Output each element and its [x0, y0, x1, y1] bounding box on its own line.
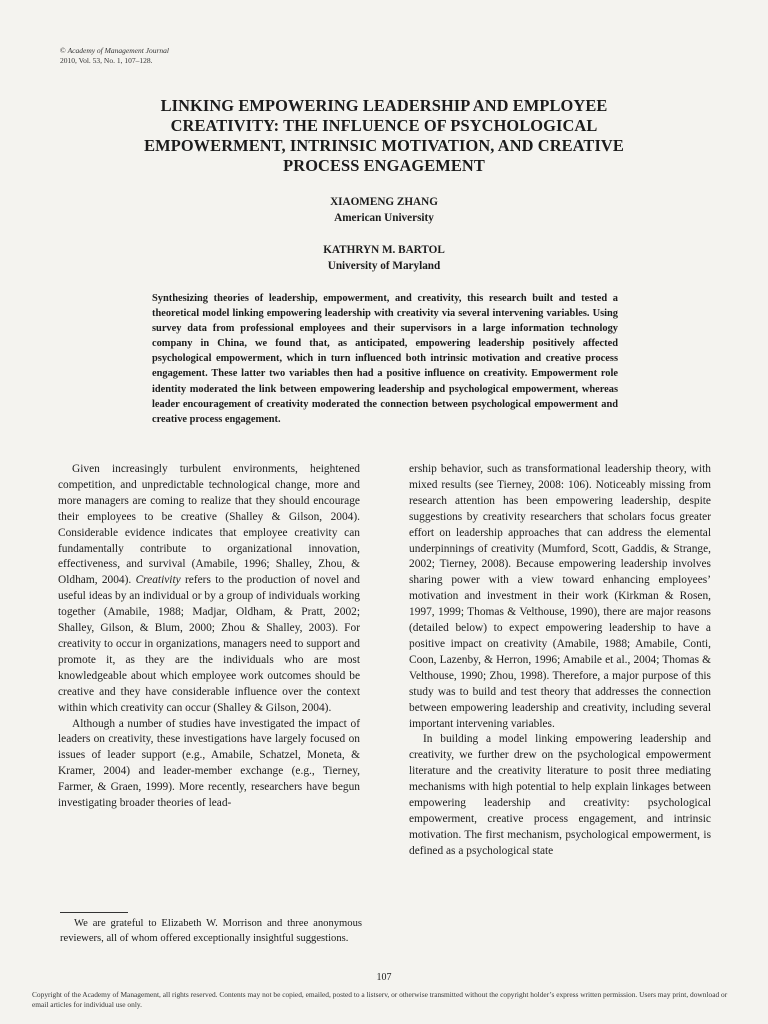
- footnote: We are grateful to Elizabeth W. Morrison and three anonymous reviewers, all of whom offered exceptionally insightful suggestions.: [60, 918, 362, 944]
- journal-name: Academy of Management Journal: [67, 46, 170, 55]
- body-paragraph: Although a number of studies have investigated the impact of leaders on creativity, these investigations have largely focused on issues of leader support (e.g., Amabile, Schatzel, Moneta, & Kramer, 2004) and leader-member exchange (e.g., Tierney, Farmer, & Graen, 1999). More recently, researchers have begun investigating broader theories of lead-: [58, 717, 360, 810]
- body-text: Given increasingly turbulent environments, heightened competition, and unpredictable technological change, more and more managers are coming to realize that they should encourage their employees to be creative (Shalley & Gilson, 2004). Considerable evidence indicates that employee creativity can fundamentally contribute to organizational innovation, effectiveness, and survival (Amabile, 1996; Shalley, Zhou, & Oldham, 2004).: [58, 463, 360, 587]
- journal-header: [60, 46, 169, 66]
- body-column-right: [409, 462, 711, 860]
- body-paragraph: In building a model linking empowering leadership and creativity, we further drew on the psychological empowerment literature and the creativity literature to posit three mediating mechanisms with high potential to help explain linkages between empowering leadership and creativity: psychological empowerment, creative process engagement, and intrinsic motivation. The first mechanism, psychological empowerment, is defined as a psychological state: [409, 733, 711, 857]
- body-paragraph: ership behavior, such as transformational leadership theory, with mixed results (see Tierney, 2008: 106). Noticeably missing from research attention has been empowering leadership, despite suggestions by creativity researchers that scholars focus greater effort on leadership approaches that can address the elemental underpinnings of creativity (Mumford, Scott, Gaddis, & Strange, 2002; Tierney, 2008). Because empowering leadership involves sharing power with a view toward enhancing employees’ motivation and investment in their work (Kirkman & Rosen, 1997, 1999; Thomas & Velthouse, 1990), there are major reasons (detailed below) to expect empowering leadership to have a positive impact on creativity (Amabile, 1988; Amabile, Conti, Coon, Lazenby, & Herron, 1996; Amabile et al., 2004; Thomas & Velthouse, 1990; Zhou, 1998). Therefore, a major purpose of this study was to build and test theory that addresses the connection between empowering leadership and creativity, including several important intervening variables.: [409, 463, 711, 730]
- body-text: refers to the production of novel and useful ideas by an individual or by a group of individuals working together (Amabile, 1988; Madjar, Oldham, & Pratt, 2002; Shalley, Gilson, & Blum, 2000; Zhou & Shalley, 2003). For creativity to occur in organizations, managers need to support and promote it, as they are the individuals who are most knowledgeable about which employee work outcomes should be creative and they have considerable influence over the context within which creativity can occur (Shalley & Gilson, 2004).: [58, 574, 360, 714]
- author-block-2: [0, 242, 768, 274]
- author-name: KATHRYN M. BARTOL: [323, 244, 445, 256]
- italic-term: Creativity: [135, 574, 181, 587]
- body-paragraph: [58, 462, 360, 717]
- abstract: Synthesizing theories of leadership, empowerment, and creativity, this research built and tested a theoretical model linking empowering leadership with creativity via several intervening variables. Using survey data from professional employees and their supervisors in a large information technology company in China, we found that, as anticipated, empowering leadership positively affected psychological empowerment, which in turn influenced both intrinsic motivation and creative process engagement. These latter two variables then had a positive influence on creativity. Empowerment role identity moderated the link between empowering leadership and psychological empowerment, whereas leader encouragement of creativity moderated the connection between psychological empowerment and creative process engagement.: [152, 293, 618, 425]
- footnote-divider: [60, 912, 128, 913]
- author-name: XIAOMENG ZHANG: [330, 196, 438, 208]
- paper-title: LINKING EMPOWERING LEADERSHIP AND EMPLOYEE CREATIVITY: THE INFLUENCE OF PSYCHOLOGICAL EMPOWERMENT, INTRINSIC MOTIVATION, AND CREATIVE PROCESS ENGAGEMENT: [144, 96, 624, 175]
- copyright-symbol: ©: [60, 46, 66, 55]
- author-affiliation: University of Maryland: [327, 260, 441, 272]
- author-block-1: [0, 194, 768, 226]
- copyright-notice: Copyright of the Academy of Management, all rights reserved. Contents may not be copied, emailed, posted to a listserv, or otherwise transmitted without the copyright holder’s express written permission. Users may print, download or email articles for individual use only.: [32, 990, 728, 1009]
- body-column-left: [58, 462, 360, 812]
- journal-citation: 2010, Vol. 53, No. 1, 107–128.: [60, 56, 153, 65]
- page-number: 107: [376, 972, 392, 983]
- author-affiliation: American University: [334, 212, 434, 224]
